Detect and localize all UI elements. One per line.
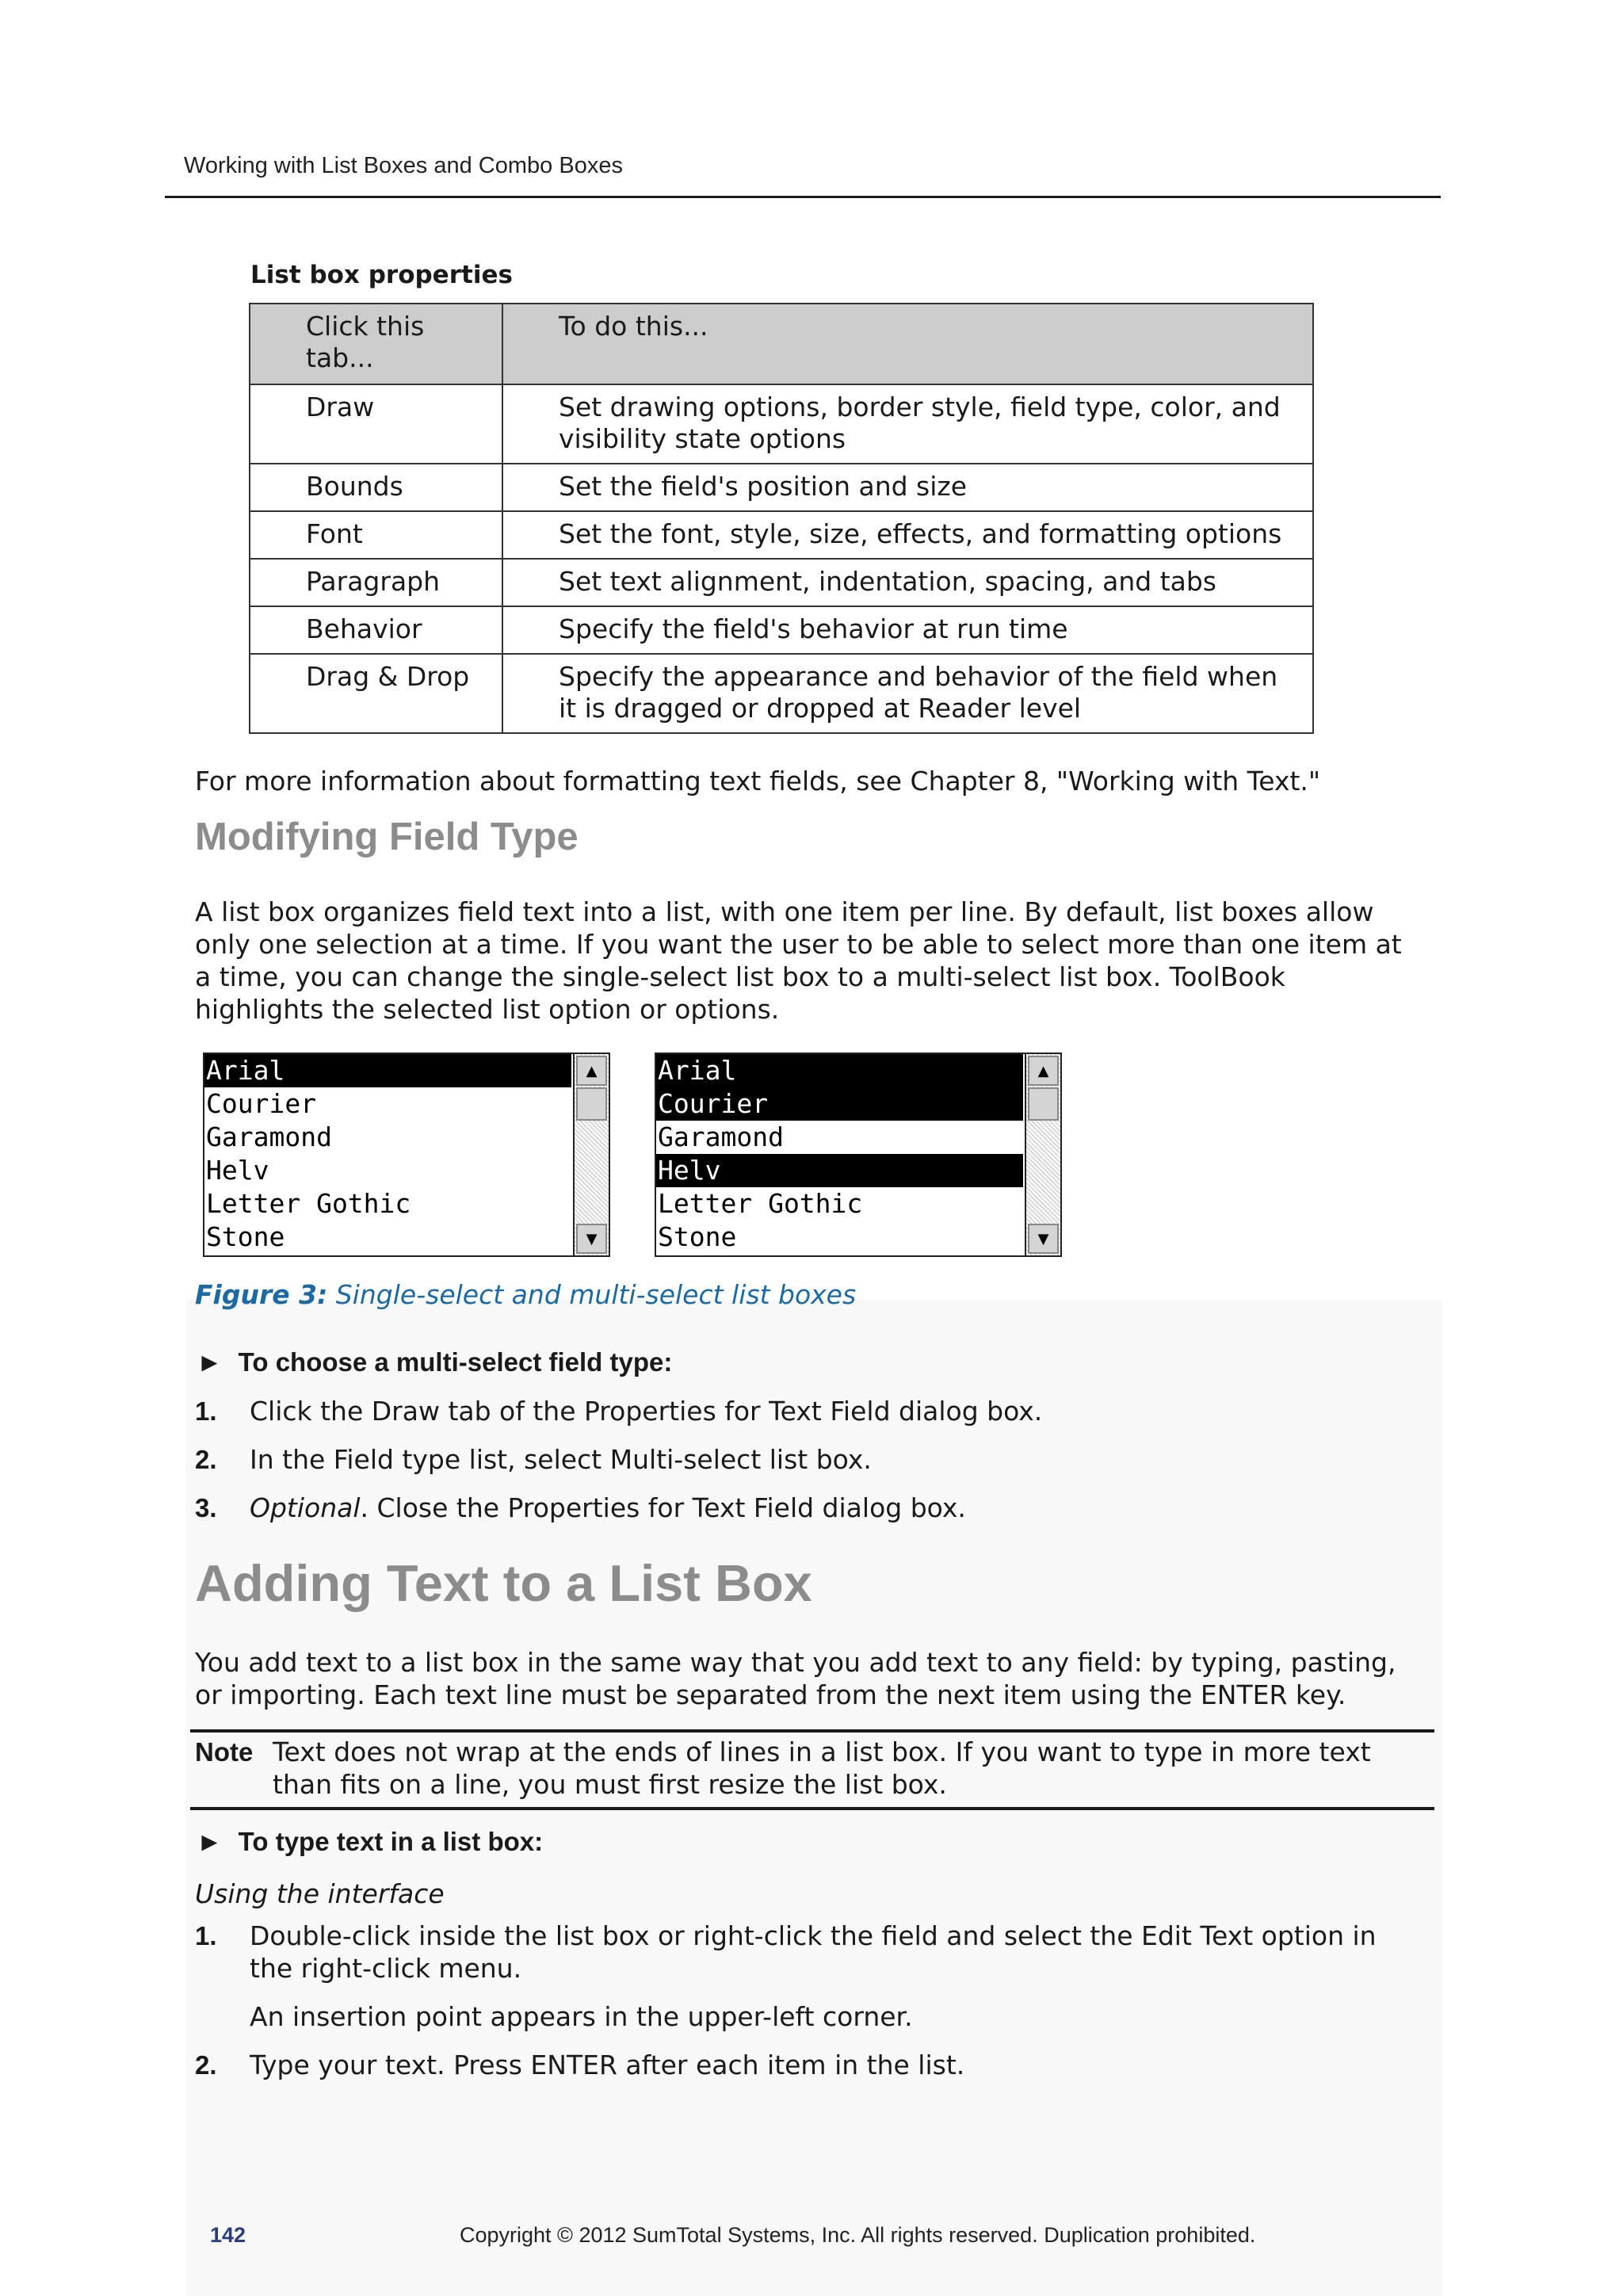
scrollbar[interactable] — [573, 1054, 609, 1255]
scroll-up-icon[interactable]: ▲ — [1028, 1056, 1059, 1086]
page-number: 142 — [210, 2223, 246, 2247]
table-cell-action: Set the font, style, size, effects, and formatting options — [502, 511, 1313, 559]
procedure-title-text: To choose a multi-select field type: — [238, 1347, 673, 1377]
table-header-row — [250, 304, 1313, 384]
step-text: Double-click inside the list box or right-click the field and select the Edit Text option in the right-click menu. — [250, 1920, 1377, 1984]
table-cell-action: Set drawing options, border style, field type, color, and visibility state options — [502, 384, 1313, 464]
scrollbar[interactable] — [1025, 1054, 1060, 1255]
scroll-thumb[interactable] — [1028, 1087, 1059, 1121]
list-item[interactable]: Garamond — [658, 1121, 784, 1152]
table-cell-tab: Drag & Drop — [250, 654, 502, 733]
more-info-text: For more information about formatting text fields, see Chapter 8, "Working with Text." — [195, 766, 1321, 797]
table-cell-action: Set the field's position and size — [502, 464, 1313, 511]
step-text-rest: . Close the Properties for Text Field dialog box. — [360, 1492, 966, 1523]
figure-caption — [195, 1279, 856, 1310]
listbox-items — [204, 1054, 571, 1254]
table-cell-tab: Font — [250, 511, 502, 559]
step — [195, 1920, 1415, 2033]
list-item[interactable]: Stone — [206, 1221, 285, 1252]
section-heading-adding-text: Adding Text to a List Box — [195, 1554, 812, 1612]
procedure-subheading: Using the interface — [195, 1878, 445, 1909]
note-label: Note — [195, 1737, 254, 1767]
copyright-footer: Copyright © 2012 SumTotal Systems, Inc. All rights reserved. Duplication prohibited. — [460, 2223, 1256, 2247]
step-text: Click the Draw tab of the Properties for Text Field dialog box. — [250, 1396, 1043, 1427]
step-number: 1. — [195, 1921, 217, 1950]
step-number: 1. — [195, 1396, 217, 1426]
list-item[interactable]: Stone — [658, 1221, 737, 1252]
scroll-thumb[interactable] — [576, 1087, 607, 1121]
procedure-title-text: To type text in a list box: — [238, 1827, 544, 1856]
procedure-title — [197, 1827, 543, 1857]
step — [195, 1395, 1415, 1427]
step-followup: An insertion point appears in the upper-left corner. — [250, 2001, 913, 2032]
scroll-up-icon[interactable]: ▲ — [576, 1056, 607, 1086]
list-item[interactable]: Arial — [656, 1054, 1023, 1087]
running-header: Working with List Boxes and Combo Boxes — [184, 153, 623, 178]
table-row — [250, 654, 1313, 733]
step — [195, 1443, 1415, 1476]
note-box — [190, 1729, 1434, 1810]
procedure-arrow-icon: ► — [197, 1347, 223, 1377]
section-paragraph: You add text to a list box in the same way that you add text to any field: by typing, pasting, or importing. Each text line must be separated from the next item using the ENTER key. — [195, 1647, 1396, 1710]
step-number: 3. — [195, 1493, 217, 1522]
column-header-action: To do this... — [502, 304, 1313, 384]
list-item[interactable]: Letter Gothic — [206, 1188, 411, 1219]
note-text: Text does not wrap at the ends of lines in a list box. If you want to type in more text than fits on a line, you must first resize the list box. — [273, 1736, 1371, 1800]
procedure-arrow-icon: ► — [197, 1827, 223, 1856]
step-text — [250, 1492, 1415, 1524]
listbox-items — [656, 1054, 1023, 1254]
column-header-tab: Click this tab... — [250, 304, 502, 384]
figure-caption-text: Single-select and multi-select list boxes — [335, 1279, 857, 1310]
step — [195, 2049, 1415, 2081]
table-cell-action: Specify the appearance and behavior of the field when it is dragged or dropped at Reader level — [502, 654, 1313, 733]
step-emphasis: Optional — [250, 1492, 361, 1523]
section-paragraph: A list box organizes field text into a list, with one item per line. By default, list boxes allow only one selection at a time. If you want the user to be able to select more than one item at a time, you can change the single-select list box to a multi-select list box. ToolBook highlights the selected list option or options. — [195, 896, 1402, 1025]
section-heading-modifying-field-type: Modifying Field Type — [195, 816, 579, 858]
scroll-down-icon[interactable]: ▼ — [1028, 1224, 1059, 1254]
table-row — [250, 464, 1313, 511]
list-item[interactable]: Courier — [656, 1087, 1023, 1121]
table-caption: List box properties — [250, 261, 513, 289]
table-row — [250, 559, 1313, 606]
properties-table — [249, 303, 1314, 734]
list-item[interactable]: Courier — [206, 1088, 317, 1119]
table-row — [250, 511, 1313, 559]
step — [195, 1492, 1415, 1524]
table-cell-tab: Draw — [250, 384, 502, 464]
figure-label: Figure 3: — [195, 1279, 328, 1310]
list-item[interactable]: Garamond — [206, 1121, 332, 1152]
step-number: 2. — [195, 2050, 217, 2080]
step-text: In the Field type list, select Multi-select list box. — [250, 1444, 872, 1475]
table-cell-tab: Paragraph — [250, 559, 502, 606]
scroll-down-icon[interactable]: ▼ — [576, 1224, 607, 1254]
list-item[interactable]: Helv — [656, 1154, 1023, 1187]
table-row — [250, 384, 1313, 464]
table-row — [250, 606, 1313, 654]
table-cell-tab: Behavior — [250, 606, 502, 654]
table-cell-tab: Bounds — [250, 464, 502, 511]
step-number: 2. — [195, 1445, 217, 1474]
list-item[interactable]: Arial — [204, 1054, 571, 1087]
table-cell-action: Set text alignment, indentation, spacing, and tabs — [502, 559, 1313, 606]
step-text: Type your text. Press ENTER after each item in the list. — [250, 2050, 965, 2080]
header-rule — [165, 196, 1441, 198]
list-item[interactable]: Letter Gothic — [658, 1188, 863, 1219]
multi-select-listbox[interactable] — [655, 1052, 1062, 1257]
single-select-listbox[interactable] — [203, 1052, 610, 1257]
procedure-title — [197, 1347, 672, 1377]
table-cell-action: Specify the field's behavior at run time — [502, 606, 1313, 654]
list-item[interactable]: Helv — [206, 1155, 269, 1186]
